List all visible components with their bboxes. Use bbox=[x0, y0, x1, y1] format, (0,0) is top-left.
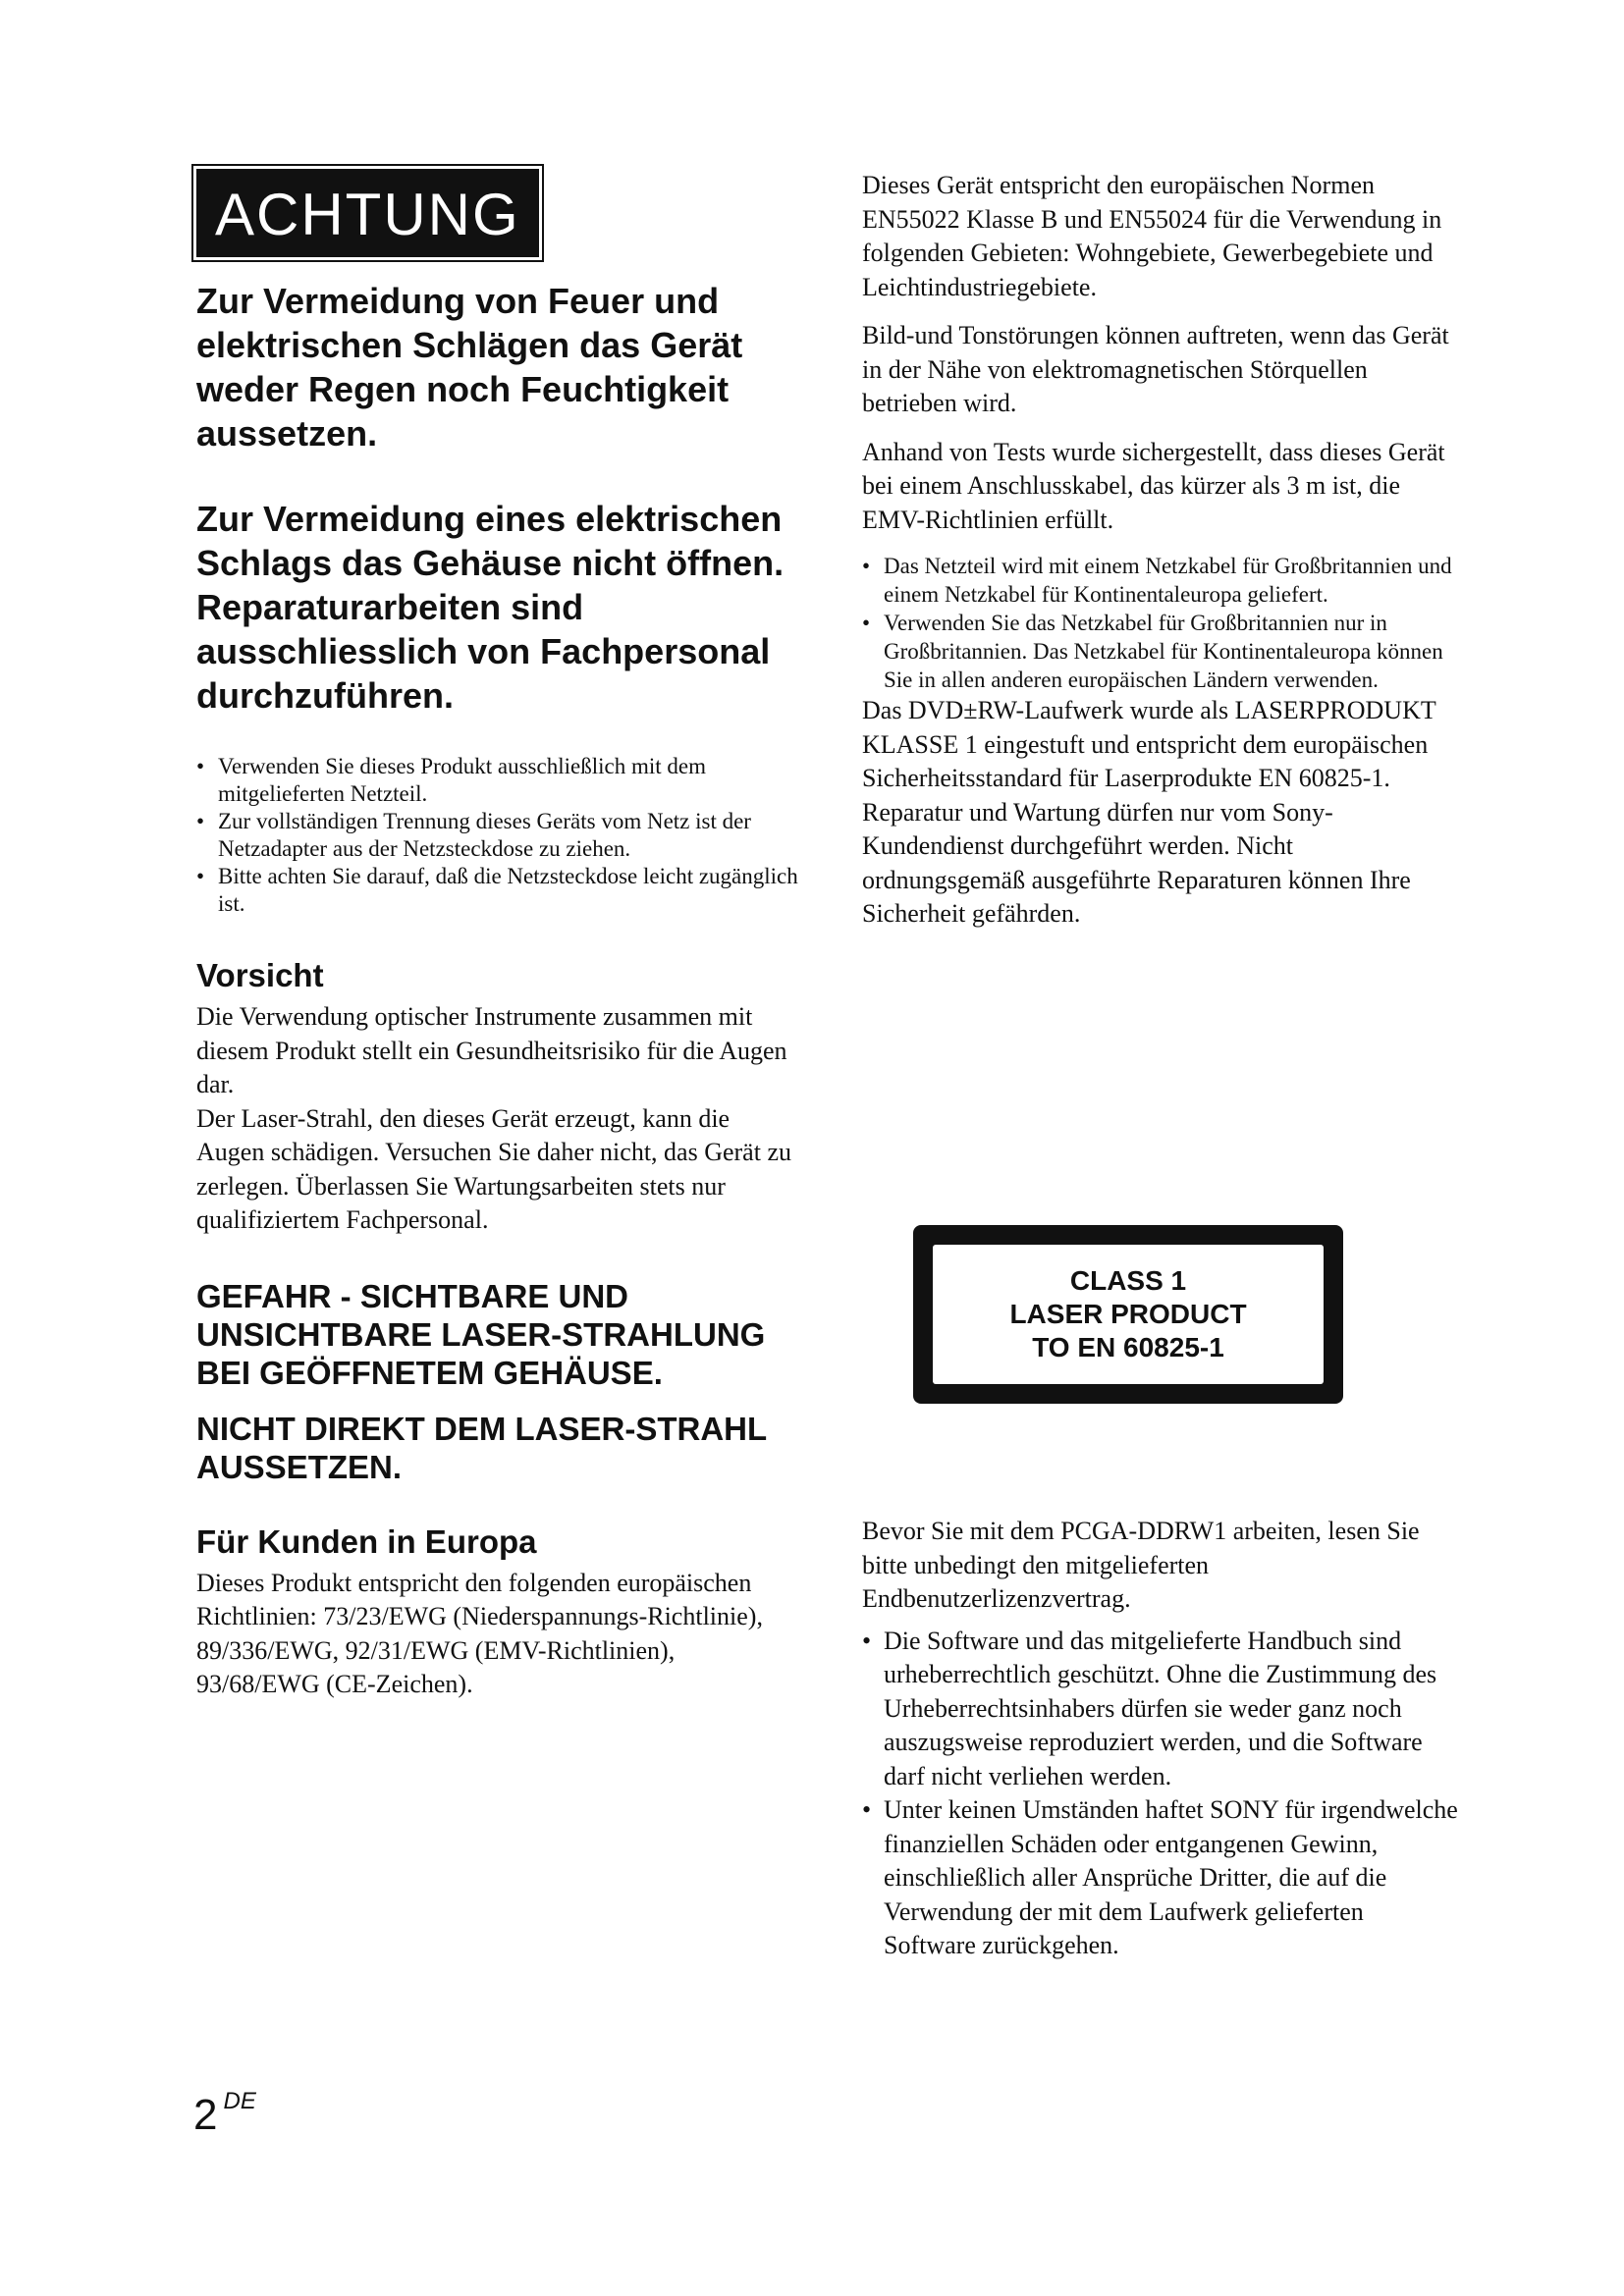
laser-text: Der Laser-Strahl, den dieses Gerät erzeugt, kann die Augen schädigen. Versuchen Sie daher nicht, das Gerät zu zerlegen. Überlassen Sie Wartungsarbeiten stets nur qualifiziertem Fachpersonal. bbox=[196, 1103, 791, 1234]
housing-warning: Zur Vermeidung eines elektrischen Schlags das Gehäuse nicht öffnen. Reparaturarbeiten sind ausschliesslich von Fachpersonal durchzuführen. bbox=[196, 499, 785, 716]
list-item: • Die Software und das mitgelieferte Handbuch sind urheberrechtlich geschützt. Ohne die Zustimmung des Urheberrechtsinhabers dürfen sie weder ganz noch auszugsweise reproduziert werden, und die Software darf nicht verliehen werden. bbox=[862, 1625, 1461, 1794]
list-item: • Zur vollständigen Trennung dieses Geräts vom Netz ist der Netzadapter aus der Netzsteckdose zu ziehen. bbox=[196, 808, 800, 863]
laser-class-label bbox=[913, 1225, 1343, 1404]
achtung-banner: ACHTUNG bbox=[196, 169, 539, 257]
laser-class-text: Das DVD±RW-Laufwerk wurde als LASERPRODUKT KLASSE 1 eingestuft und entspricht dem europäischen Sicherheitsstandard für Laserprodukte EN 60825-1. bbox=[862, 696, 1436, 792]
vorsicht-text: Die Verwendung optischer Instrumente zusammen mit diesem Produkt stellt ein Gesundheitsrisiko für die Augen dar. bbox=[196, 1002, 787, 1098]
laser-label-line: TO EN 60825-1 bbox=[1032, 1332, 1224, 1362]
license-text: Bevor Sie mit dem PCGA-DDRW1 arbeiten, lesen Sie bitte unbedingt den mitgelieferten Endbenutzerlizenzvertrag. bbox=[862, 1517, 1420, 1613]
service-text: Reparatur und Wartung dürfen nur vom Sony-Kundendienst durchgeführt werden. Nicht ordnungsgemäß ausgeführte Reparaturen können Ihre Sicherheit gefährden. bbox=[862, 797, 1411, 928]
vorsicht-heading: Vorsicht bbox=[196, 957, 324, 993]
license-section bbox=[862, 1515, 1461, 1963]
list-item: • Verwenden Sie das Netzkabel für Großbritannien nur in Großbritannien. Das Netzkabel für Kontinentaleuropa können Sie in allen anderen europäischen Ländern verwenden. bbox=[862, 609, 1461, 694]
interference-text: Bild-und Tonstörungen können auftreten, wenn das Gerät in der Nähe von elektromagnetischen Störquellen betrieben wird. bbox=[862, 321, 1449, 417]
power-cord-bullets bbox=[862, 552, 1461, 694]
list-item: • Das Netzteil wird mit einem Netzkabel für Großbritannien und einem Netzkabel für Kontinentaleuropa geliefert. bbox=[862, 552, 1461, 609]
page-footer bbox=[193, 2088, 256, 2139]
list-item: • Unter keinen Umständen haftet SONY für irgendwelche finanziellen Schäden oder entgangenen Gewinn, einschließlich aller Ansprüche Dritter, die auf die Verwendung der mit dem Laufwerk gelieferten Software zurückgehen. bbox=[862, 1793, 1461, 1963]
cable-test-text: Anhand von Tests wurde sichergestellt, dass dieses Gerät bei einem Anschlusskabel, das kürzer als 3 m ist, die EMV-Richtlinien erfüllt. bbox=[862, 437, 1445, 534]
danger-warning: GEFAHR - SICHTBARE UND UNSICHTBARE LASER-STRAHLUNG BEI GEÖFFNETEM GEHÄUSE. bbox=[196, 1277, 766, 1391]
europe-heading: Für Kunden in Europa bbox=[196, 1522, 537, 1560]
license-bullets bbox=[862, 1625, 1461, 1963]
beam-warning: NICHT DIREKT DEM LASER-STRAHL AUSSETZEN. bbox=[196, 1410, 767, 1485]
fire-warning: Zur Vermeidung von Feuer und elektrischen Schlägen das Gerät weder Regen noch Feuchtigkeit aussetzen. bbox=[196, 281, 743, 454]
europe-text: Dieses Produkt entspricht den folgenden europäischen Richtlinien: 73/23/EWG (Niederspannungs-Richtlinie), 89/336/EWG, 92/31/EWG (EMV-Richtlinien), 93/68/EWG (CE-Zeichen). bbox=[196, 1568, 763, 1698]
list-item: • Verwenden Sie dieses Produkt ausschließlich mit dem mitgelieferten Netzteil. bbox=[196, 753, 800, 808]
power-bullets bbox=[196, 753, 800, 918]
laser-label-line: CLASS 1 bbox=[1069, 1265, 1187, 1296]
right-column bbox=[862, 169, 1461, 946]
laser-label-line: LASER PRODUCT bbox=[1009, 1299, 1247, 1329]
page-number: 2 bbox=[193, 2091, 218, 2139]
list-item: • Bitte achten Sie darauf, daß die Netzsteckdose leicht zugänglich ist. bbox=[196, 863, 800, 918]
emc-norms-text: Dieses Gerät entspricht den europäischen Normen EN55022 Klasse B und EN55024 für die Verwendung in folgenden Gebieten: Wohngebiete, Gewerbegebiete und Leichtindustriegebiete. bbox=[862, 171, 1442, 301]
language-code: DE bbox=[223, 2088, 256, 2114]
left-column bbox=[196, 169, 800, 1702]
